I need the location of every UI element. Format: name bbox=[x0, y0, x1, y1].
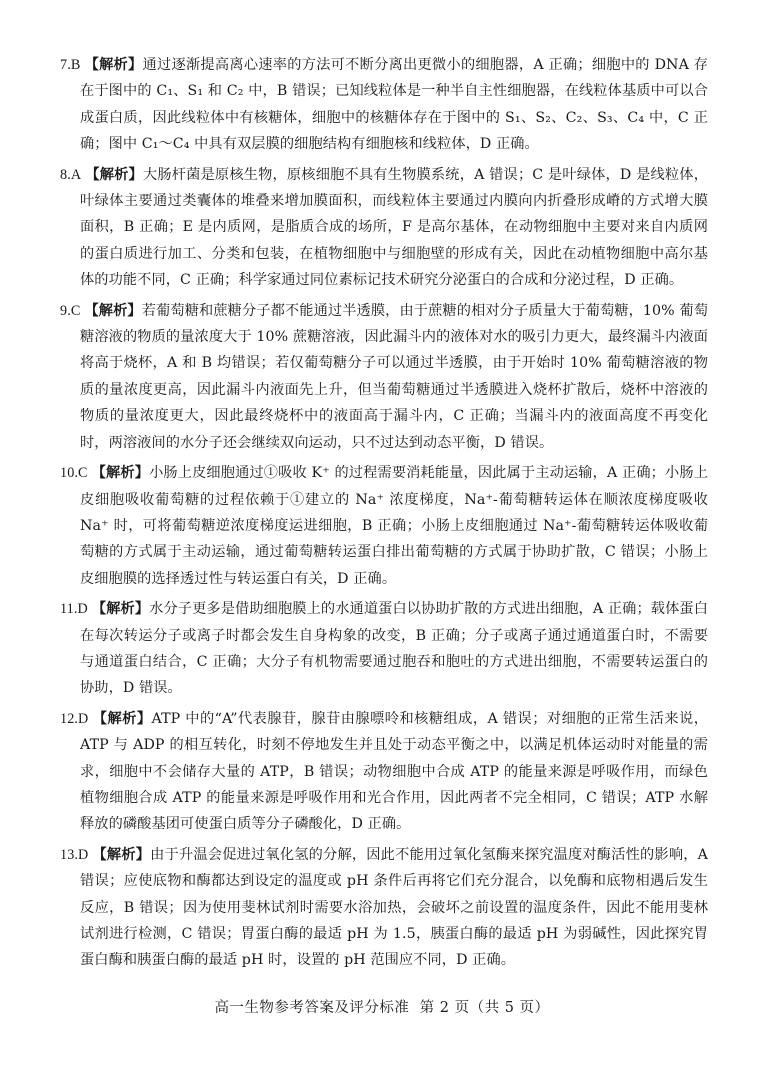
question-number: 8. bbox=[60, 166, 71, 183]
question-number: 11. bbox=[60, 601, 78, 618]
answer-item-11 bbox=[60, 596, 708, 702]
answer-item-13 bbox=[60, 842, 708, 974]
answer-item-7 bbox=[60, 52, 708, 158]
answer-item-12 bbox=[60, 706, 708, 838]
analysis-text: 大肠杆菌是原核生物，原核细胞不具有生物膜系统，A 错误；C 是叶绿体，D 是线粒体，叶绿体主要通过类囊体的堆叠来增加膜面积，而线粒体主要通过内膜向内折叠形成嵴的方式增大膜面积，B 正确；E 是内质网，是脂质合成的场所，F 是高尔基体，在动物细胞中主要对来自内质网的蛋白质进行加工、分类和包装，在植物细胞中与细胞壁的形成有关，因此在动植物细胞中高尔基体的功能不同，C 正确；科学家通过同位素标记技术研究分泌蛋白的合成和分泌过程，D 正确。 bbox=[80, 166, 708, 289]
analysis-tag: 【解析】 bbox=[84, 57, 143, 73]
answer-choice: D bbox=[78, 846, 89, 863]
question-number: 7. bbox=[60, 57, 71, 73]
answer-choice: B bbox=[70, 57, 81, 73]
answer-choice: C bbox=[78, 465, 88, 482]
analysis-tag: 【解析】 bbox=[91, 601, 150, 618]
answer-item-8 bbox=[60, 162, 708, 294]
answer-item-9 bbox=[60, 298, 708, 456]
question-number: 13. bbox=[60, 846, 79, 863]
answer-list bbox=[0, 52, 764, 978]
answer-choice: D bbox=[78, 710, 89, 727]
answer-choice: A bbox=[70, 166, 82, 183]
analysis-text: 水分子更多是借助细胞膜上的水通道蛋白以协助扩散的方式进出细胞，A 正确；载体蛋白在每次转运分子或离子时都会发生自身构象的改变，B 正确；分子或离子通过通道蛋白时，不需要与通道蛋白结合，C 正确；大分子有机物需要通过胞吞和胞吐的方式进出细胞，不需要转运蛋白的协助，D 错误。 bbox=[80, 601, 708, 697]
analysis-text: 由于升温会促进过氧化氢的分解，因此不能用过氧化氢酶来探究温度对酶活性的影响，A 错误；应使底物和酶都达到设定的温度或 pH 条件后再将它们充分混合，以免酶和底物相遇后发生反应，B 错误；因为使用斐林试剂时需要水浴加热，会破坏之前设置的温度条件，因此不能用斐林试剂进行检测，C 错误；胃蛋白酶的最适 pH 为 1.5，胰蛋白酶的最适 pH 为弱碱性，因此探究胃蛋白酶和胰蛋白酶的最适 pH 时，设置的 pH 范围应不同，D 正确。 bbox=[80, 846, 708, 969]
analysis-text: ATP 中的“A”代表腺苷，腺苷由腺嘌呤和核糖组成，A 错误；对细胞的正常生活来说，ATP 与 ADP 的相互转化，时刻不停地发生并且处于动态平衡之中，以满足机体运动时对能量的需求，细胞中不会储存大量的 ATP，B 错误；动物细胞中合成 ATP 的能量来源是呼吸作用，而绿色植物细胞合成 ATP 的能量来源是呼吸作用和光合作用，因此两者不完全相同，C 错误；ATP 水解释放的磷酸基团可使蛋白质等分子磷酸化，D 正确。 bbox=[80, 710, 708, 833]
footer-title: 高一生物参考答案及评分标准 bbox=[214, 1000, 410, 1016]
analysis-text: 通过逐渐提高离心速率的方法可不断分离出更微小的细胞器，A 正确；细胞中的 DNA 存在于图中的 C₁、S₁ 和 C₂ 中，B 错误；已知线粒体是一种半自主性细胞器，在线粒体基质中可以合成蛋白质，因此线粒体中有核糖体，细胞中的核糖体存在于图中的 S₁、S₂、C₂、S₃、C₄ 中，C 正确；图中 C₁～C₄ 中具有双层膜的细胞结构有细胞核和线粒体，D 正确。 bbox=[80, 57, 709, 153]
analysis-tag: 【解析】 bbox=[84, 302, 142, 319]
footer-page-number: 第 2 页（共 5 页） bbox=[419, 1000, 550, 1016]
analysis-tag: 【解析】 bbox=[92, 846, 151, 863]
analysis-text: 小肠上皮细胞通过①吸收 K⁺ 的过程需要消耗能量，因此属于主动运输，A 正确；小肠上皮细胞吸收葡萄糖的过程依赖于①建立的 Na⁺ 浓度梯度，Na⁺-葡萄糖转运体在顺浓度梯度吸收 Na⁺ 时，可将葡萄糖逆浓度梯度运进细胞，B 正确；小肠上皮细胞通过 Na⁺-葡萄糖转运体吸收葡萄糖的方式属于主动运输，通过葡萄糖转运蛋白排出葡萄糖的方式属于协助扩散，C 错误；小肠上皮细胞膜的选择透过性与转运蛋白有关，D 正确。 bbox=[80, 465, 708, 587]
question-number: 10. bbox=[60, 465, 79, 482]
analysis-tag: 【解析】 bbox=[92, 710, 152, 727]
answer-item-10 bbox=[60, 460, 708, 592]
analysis-tag: 【解析】 bbox=[91, 465, 150, 482]
question-number: 12. bbox=[60, 710, 79, 727]
analysis-text: 若葡萄糖和蔗糖分子都不能通过半透膜，由于蔗糖的相对分子质量大于葡萄糖，10% 葡萄糖溶液的物质的量浓度大于 10% 蔗糖溶液，因此漏斗内的液体对水的吸引力更大，最终漏斗内液面将高于烧杯，A 和 B 均错误；若仅葡萄糖分子可以通过半透膜，由于开始时 10% 葡萄糖溶液的物质的量浓度更高，因此漏斗内液面先上升，但当葡萄糖通过半透膜进入烧杯扩散后，烧杯中溶液的物质的量浓度更大，因此最终烧杯中的液面高于漏斗内，C 正确；当漏斗内的液面高度不再变化时，两溶液间的水分子还会继续双向运动，只不过达到动态平衡，D 错误。 bbox=[80, 302, 708, 451]
page-footer bbox=[0, 996, 764, 1017]
question-number: 9. bbox=[60, 302, 71, 319]
answer-choice: D bbox=[77, 601, 88, 618]
analysis-tag: 【解析】 bbox=[85, 166, 143, 183]
answer-choice: C bbox=[70, 302, 81, 319]
